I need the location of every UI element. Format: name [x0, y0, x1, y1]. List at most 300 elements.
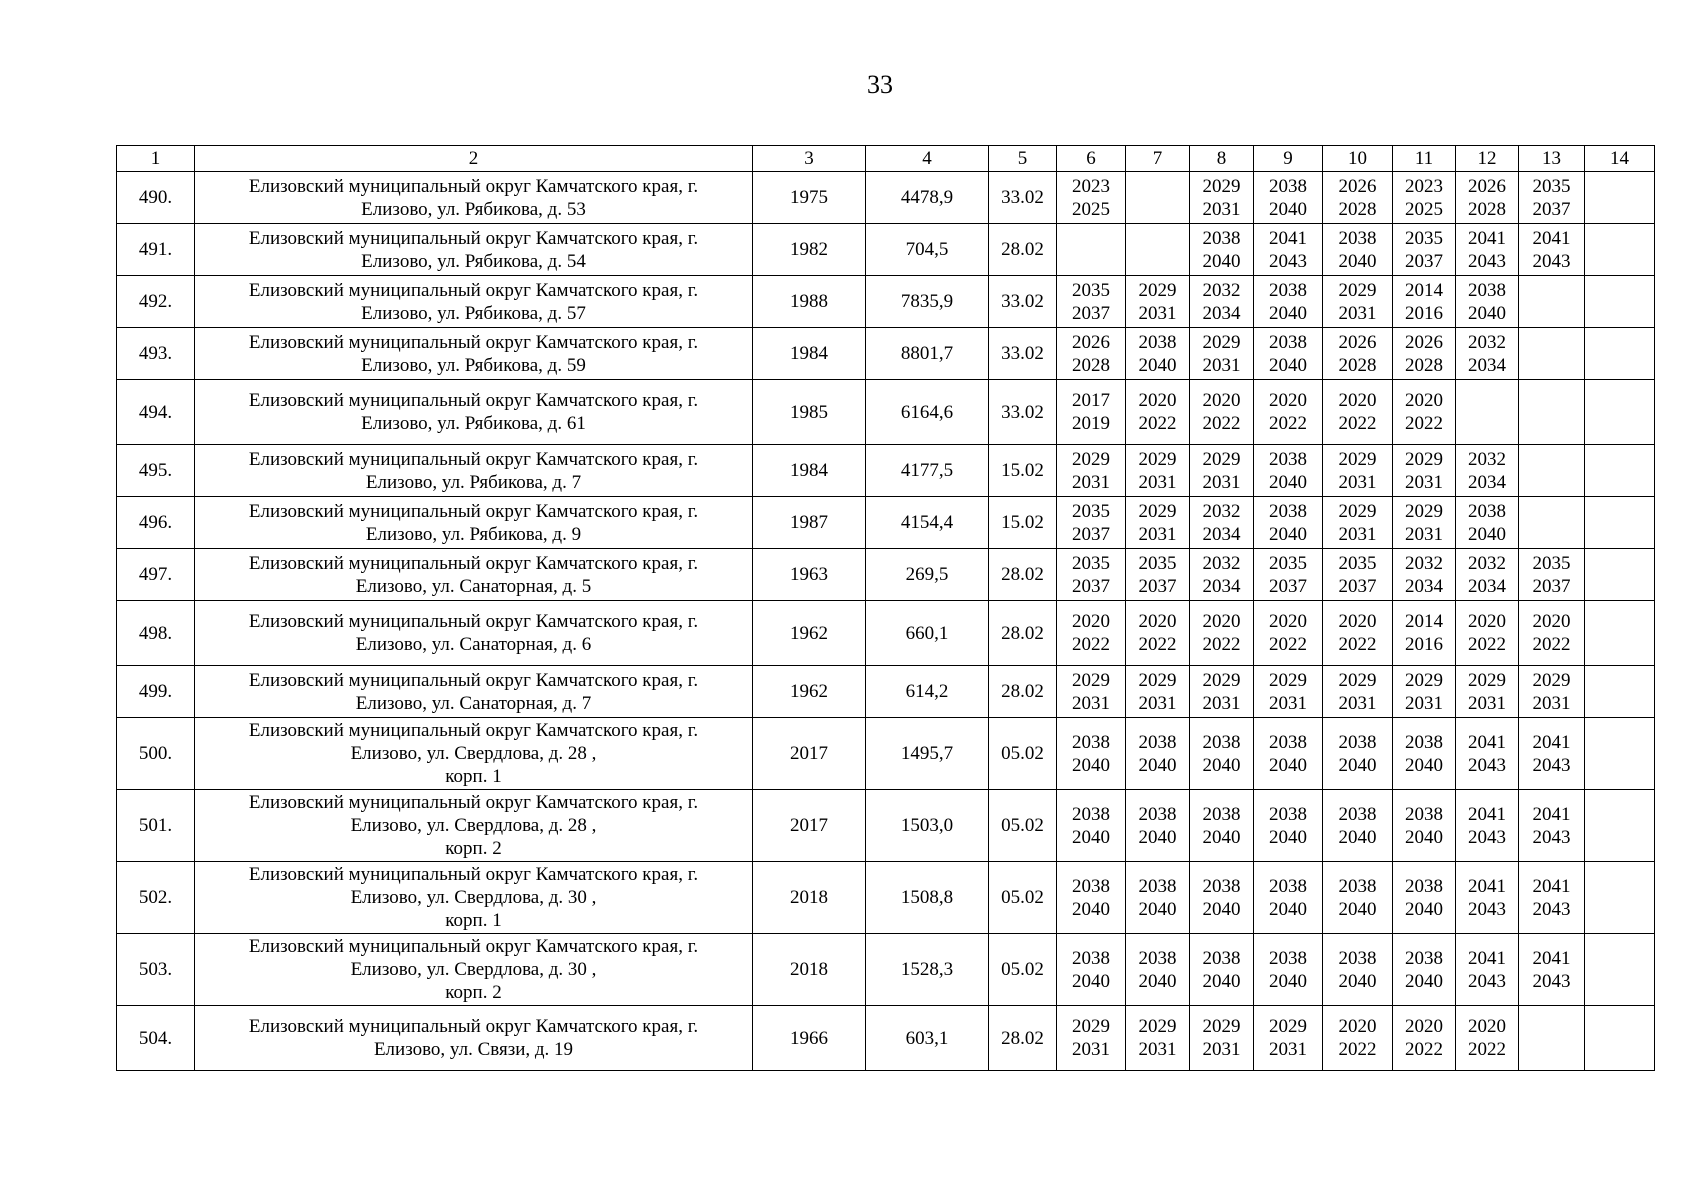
repair-period-cell	[1393, 224, 1456, 276]
period-start-year: 2038	[1138, 331, 1177, 353]
period-start-year: 2038	[1202, 731, 1241, 753]
period-start-year: 2038	[1468, 279, 1506, 301]
address-line: Елизово, ул. Рябикова, д. 53	[361, 198, 586, 220]
repair-period-cell	[1585, 380, 1655, 445]
period-end-year: 2040	[1338, 826, 1377, 848]
period-start-year: 2035	[1532, 552, 1571, 574]
row-number: 500.	[117, 718, 195, 790]
period-start-year: 2020	[1338, 390, 1377, 411]
period-start-year: 2038	[1405, 803, 1443, 825]
page-number: 33	[867, 70, 893, 99]
period-start-year: 2029	[1405, 448, 1443, 470]
address-line: Елизовский муниципальный округ Камчатского края, г.	[248, 448, 699, 470]
period-end-year: 2022	[1532, 634, 1571, 655]
repair-period-cell	[1585, 601, 1655, 666]
total-area: 4177,5	[866, 445, 989, 497]
period-end-year: 2043	[1532, 250, 1571, 272]
repair-period-cell	[1585, 328, 1655, 380]
repair-period-cell	[1519, 172, 1585, 224]
period-end-year: 2040	[1072, 898, 1110, 920]
period-end-year: 2040	[1072, 826, 1110, 848]
period-end-year: 2022	[1202, 413, 1241, 434]
period-start-year: 2038	[1072, 803, 1110, 825]
period-end-year: 2022	[1138, 634, 1177, 655]
address-line: Елизовский муниципальный округ Камчатского края, г.	[248, 500, 699, 522]
period-start-year: 2032	[1468, 331, 1506, 353]
build-year: 1987	[753, 497, 866, 549]
repair-period-cell	[1323, 328, 1393, 380]
repair-period-cell	[1393, 666, 1456, 718]
period-start-year: 2038	[1269, 448, 1307, 470]
period-end-year: 2031	[1405, 523, 1443, 545]
address-cell	[195, 172, 753, 224]
repair-period-cell	[1519, 934, 1585, 1006]
period-start-year: 2014	[1405, 279, 1443, 301]
column-header: 12	[1456, 146, 1519, 172]
period-end-year: 2037	[1405, 250, 1443, 272]
repair-period-cell	[1323, 934, 1393, 1006]
period-end-year: 2037	[1532, 575, 1571, 597]
period-end-year: 2037	[1072, 302, 1110, 324]
repair-period-cell	[1057, 497, 1126, 549]
repair-period-cell	[1323, 862, 1393, 934]
period-start-year: 2035	[1405, 227, 1443, 249]
period-start-year: 2038	[1072, 875, 1110, 897]
period-end-year: 2031	[1138, 302, 1177, 324]
period-start-year: 2020	[1072, 611, 1110, 632]
repair-period-cell	[1323, 601, 1393, 666]
building-code: 33.02	[989, 276, 1057, 328]
period-start-year: 2041	[1468, 227, 1506, 249]
build-year: 1963	[753, 549, 866, 601]
period-start-year: 2032	[1202, 500, 1241, 522]
table-row	[117, 549, 1655, 601]
period-start-year: 2038	[1338, 227, 1377, 249]
period-end-year: 2031	[1202, 1039, 1241, 1060]
repair-period-cell	[1254, 601, 1323, 666]
period-end-year: 2040	[1338, 898, 1377, 920]
period-end-year: 2037	[1532, 198, 1571, 220]
repair-period-cell	[1456, 1006, 1519, 1071]
period-end-year: 2040	[1405, 898, 1443, 920]
build-year: 1975	[753, 172, 866, 224]
repair-period-cell	[1126, 172, 1190, 224]
period-end-year: 2034	[1202, 575, 1241, 597]
repair-period-cell	[1323, 276, 1393, 328]
address-cell	[195, 666, 753, 718]
period-start-year: 2041	[1468, 803, 1506, 825]
column-header: 10	[1323, 146, 1393, 172]
period-end-year: 2031	[1072, 471, 1110, 493]
repair-period-cell	[1057, 862, 1126, 934]
period-end-year: 2022	[1468, 1039, 1506, 1060]
period-start-year: 2038	[1269, 279, 1307, 301]
period-end-year: 2040	[1269, 302, 1307, 324]
period-end-year: 2040	[1138, 826, 1177, 848]
address-line: Елизово, ул. Рябикова, д. 57	[361, 302, 586, 324]
period-start-year: 2041	[1532, 947, 1571, 969]
period-start-year: 2041	[1468, 875, 1506, 897]
period-end-year: 2022	[1269, 413, 1307, 434]
repair-period-cell	[1519, 276, 1585, 328]
repair-period-cell	[1456, 497, 1519, 549]
period-end-year: 2040	[1138, 754, 1177, 776]
period-end-year: 2037	[1072, 523, 1110, 545]
repair-period-cell	[1519, 328, 1585, 380]
period-end-year: 2022	[1338, 1039, 1377, 1060]
period-end-year: 2040	[1405, 754, 1443, 776]
period-start-year: 2041	[1532, 731, 1571, 753]
period-end-year: 2040	[1138, 898, 1177, 920]
period-end-year: 2043	[1532, 898, 1571, 920]
period-start-year: 2029	[1202, 448, 1241, 470]
period-start-year: 2041	[1532, 875, 1571, 897]
table-row	[117, 497, 1655, 549]
repair-period-cell	[1190, 549, 1254, 601]
repair-period-cell	[1519, 1006, 1585, 1071]
table-row	[117, 601, 1655, 666]
table-row	[117, 328, 1655, 380]
period-end-year: 2034	[1202, 523, 1241, 545]
period-end-year: 2031	[1202, 471, 1241, 493]
address-line: Елизово, ул. Санаторная, д. 7	[355, 692, 592, 714]
period-end-year: 2016	[1405, 634, 1443, 655]
building-code: 28.02	[989, 224, 1057, 276]
period-end-year: 2022	[1202, 634, 1241, 655]
row-number: 491.	[117, 224, 195, 276]
row-number: 499.	[117, 666, 195, 718]
column-header: 14	[1585, 146, 1655, 172]
period-end-year: 2043	[1468, 898, 1506, 920]
period-end-year: 2043	[1269, 250, 1307, 272]
total-area: 1528,3	[866, 934, 989, 1006]
repair-period-cell	[1057, 1006, 1126, 1071]
address-cell	[195, 862, 753, 934]
period-start-year: 2038	[1269, 175, 1307, 197]
repair-period-cell	[1323, 549, 1393, 601]
repair-period-cell	[1456, 172, 1519, 224]
table-row	[117, 380, 1655, 445]
repair-period-cell	[1057, 276, 1126, 328]
period-start-year: 2038	[1338, 947, 1377, 969]
build-year: 1984	[753, 328, 866, 380]
repair-period-cell	[1323, 380, 1393, 445]
period-end-year: 2031	[1269, 692, 1307, 714]
repair-period-cell	[1585, 666, 1655, 718]
building-code: 15.02	[989, 445, 1057, 497]
period-start-year: 2032	[1202, 552, 1241, 574]
column-number-row	[117, 146, 1655, 172]
address-line: Елизово, ул. Санаторная, д. 5	[355, 575, 592, 597]
period-end-year: 2037	[1138, 575, 1177, 597]
repair-period-cell	[1456, 445, 1519, 497]
period-end-year: 2031	[1468, 692, 1506, 714]
period-end-year: 2043	[1468, 970, 1506, 992]
period-start-year: 2038	[1269, 875, 1307, 897]
period-start-year: 2035	[1072, 500, 1110, 522]
period-end-year: 2040	[1405, 826, 1443, 848]
period-end-year: 2031	[1138, 523, 1177, 545]
period-start-year: 2029	[1138, 500, 1177, 522]
period-start-year: 2026	[1405, 331, 1443, 353]
repair-period-cell	[1057, 328, 1126, 380]
total-area: 660,1	[866, 601, 989, 666]
period-end-year: 2040	[1072, 970, 1110, 992]
repair-period-cell	[1190, 328, 1254, 380]
period-start-year: 2020	[1405, 1016, 1443, 1037]
address-line: Елизовский муниципальный округ Камчатского края, г.	[248, 936, 699, 957]
period-start-year: 2038	[1202, 875, 1241, 897]
build-year: 1966	[753, 1006, 866, 1071]
period-end-year: 2025	[1072, 198, 1110, 220]
repair-period-cell	[1323, 445, 1393, 497]
repair-period-cell	[1456, 276, 1519, 328]
repair-period-cell	[1456, 224, 1519, 276]
period-end-year: 2037	[1072, 575, 1110, 597]
period-end-year: 2040	[1269, 471, 1307, 493]
period-start-year: 2038	[1269, 803, 1307, 825]
table-row	[117, 790, 1655, 862]
repair-period-cell	[1057, 224, 1126, 276]
period-start-year: 2029	[1338, 669, 1377, 691]
repair-period-cell	[1393, 934, 1456, 1006]
period-end-year: 2031	[1338, 692, 1377, 714]
period-end-year: 2031	[1202, 692, 1241, 714]
period-end-year: 2031	[1532, 692, 1571, 714]
total-area: 1495,7	[866, 718, 989, 790]
repair-period-cell	[1126, 380, 1190, 445]
period-start-year: 2029	[1138, 448, 1177, 470]
repair-period-cell	[1254, 934, 1323, 1006]
build-year: 2018	[753, 934, 866, 1006]
period-end-year: 2028	[1405, 354, 1443, 376]
period-start-year: 2020	[1338, 611, 1377, 632]
period-start-year: 2035	[1072, 279, 1110, 301]
period-start-year: 2038	[1405, 731, 1443, 753]
period-end-year: 2031	[1138, 471, 1177, 493]
period-start-year: 2029	[1072, 1016, 1110, 1037]
address-line: Елизово, ул. Свердлова, д. 28 ,	[350, 815, 597, 836]
building-code: 05.02	[989, 790, 1057, 862]
column-header: 3	[753, 146, 866, 172]
housing-register-table	[116, 145, 1655, 1071]
repair-period-cell	[1190, 934, 1254, 1006]
repair-period-cell	[1393, 549, 1456, 601]
period-end-year: 2025	[1405, 198, 1443, 220]
repair-period-cell	[1585, 1006, 1655, 1071]
period-start-year: 2020	[1269, 611, 1307, 632]
repair-period-cell	[1057, 790, 1126, 862]
repair-period-cell	[1393, 862, 1456, 934]
address-line: Елизово, ул. Связи, д. 19	[373, 1039, 574, 1060]
table-row	[117, 445, 1655, 497]
address-line: Елизово, ул. Свердлова, д. 28 ,	[350, 743, 597, 764]
repair-period-cell	[1456, 601, 1519, 666]
repair-period-cell	[1057, 718, 1126, 790]
repair-period-cell	[1254, 718, 1323, 790]
period-start-year: 2026	[1468, 175, 1506, 197]
row-number: 496.	[117, 497, 195, 549]
period-start-year: 2020	[1202, 390, 1241, 411]
repair-period-cell	[1456, 862, 1519, 934]
build-year: 1984	[753, 445, 866, 497]
address-line: Елизовский муниципальный округ Камчатского края, г.	[248, 279, 699, 301]
address-cell	[195, 328, 753, 380]
repair-period-cell	[1254, 862, 1323, 934]
building-code: 28.02	[989, 666, 1057, 718]
period-end-year: 2028	[1468, 198, 1506, 220]
period-end-year: 2022	[1405, 413, 1443, 434]
period-end-year: 2040	[1269, 354, 1307, 376]
building-code: 28.02	[989, 549, 1057, 601]
period-end-year: 2037	[1269, 575, 1307, 597]
period-start-year: 2020	[1138, 611, 1177, 632]
repair-period-cell	[1393, 1006, 1456, 1071]
repair-period-cell	[1126, 445, 1190, 497]
period-end-year: 2040	[1269, 198, 1307, 220]
total-area: 1503,0	[866, 790, 989, 862]
total-area: 4478,9	[866, 172, 989, 224]
row-number: 503.	[117, 934, 195, 1006]
address-line: Елизово, ул. Свердлова, д. 30 ,	[350, 959, 597, 980]
period-end-year: 2028	[1338, 354, 1377, 376]
period-end-year: 2031	[1202, 198, 1241, 220]
row-number: 504.	[117, 1006, 195, 1071]
period-start-year: 2032	[1202, 279, 1241, 301]
repair-period-cell	[1585, 497, 1655, 549]
total-area: 6164,6	[866, 380, 989, 445]
period-end-year: 2031	[1269, 1039, 1307, 1060]
period-end-year: 2031	[1072, 1039, 1110, 1060]
column-header: 1	[117, 146, 195, 172]
repair-period-cell	[1585, 862, 1655, 934]
address-line: Елизово, ул. Свердлова, д. 30 ,	[350, 887, 597, 908]
period-end-year: 2040	[1269, 898, 1307, 920]
repair-period-cell	[1456, 934, 1519, 1006]
address-cell	[195, 718, 753, 790]
period-end-year: 2040	[1338, 754, 1377, 776]
period-end-year: 2031	[1338, 523, 1377, 545]
repair-period-cell	[1519, 445, 1585, 497]
period-end-year: 2022	[1338, 634, 1377, 655]
repair-period-cell	[1585, 934, 1655, 1006]
address-cell	[195, 934, 753, 1006]
repair-period-cell	[1190, 601, 1254, 666]
repair-period-cell	[1323, 1006, 1393, 1071]
repair-period-cell	[1057, 380, 1126, 445]
period-start-year: 2038	[1338, 731, 1377, 753]
period-start-year: 2032	[1468, 448, 1506, 470]
period-end-year: 2043	[1468, 250, 1506, 272]
period-start-year: 2038	[1138, 731, 1177, 753]
address-cell	[195, 445, 753, 497]
period-start-year: 2032	[1468, 552, 1506, 574]
period-start-year: 2020	[1138, 390, 1177, 411]
period-start-year: 2041	[1269, 227, 1307, 249]
address-line: Елизовский муниципальный округ Камчатского края, г.	[248, 611, 699, 632]
building-code: 33.02	[989, 328, 1057, 380]
repair-period-cell	[1519, 224, 1585, 276]
repair-period-cell	[1323, 172, 1393, 224]
period-end-year: 2037	[1338, 575, 1377, 597]
period-end-year: 2043	[1532, 754, 1571, 776]
total-area: 4154,4	[866, 497, 989, 549]
repair-period-cell	[1323, 666, 1393, 718]
total-area: 7835,9	[866, 276, 989, 328]
repair-period-cell	[1393, 380, 1456, 445]
repair-period-cell	[1190, 445, 1254, 497]
period-end-year: 2031	[1202, 354, 1241, 376]
row-number: 502.	[117, 862, 195, 934]
period-start-year: 2026	[1072, 331, 1110, 353]
period-end-year: 2034	[1468, 575, 1506, 597]
table-row	[117, 934, 1655, 1006]
period-start-year: 2035	[1072, 552, 1110, 574]
period-end-year: 2040	[1405, 970, 1443, 992]
repair-period-cell	[1323, 497, 1393, 549]
address-line: корп. 1	[445, 766, 502, 787]
address-line: Елизовский муниципальный округ Камчатского края, г.	[248, 390, 699, 411]
period-end-year: 2031	[1072, 692, 1110, 714]
period-start-year: 2041	[1468, 947, 1506, 969]
period-end-year: 2043	[1532, 826, 1571, 848]
total-area: 1508,8	[866, 862, 989, 934]
period-end-year: 2040	[1269, 826, 1307, 848]
period-end-year: 2040	[1138, 970, 1177, 992]
column-header: 8	[1190, 146, 1254, 172]
period-end-year: 2040	[1138, 354, 1177, 376]
repair-period-cell	[1519, 601, 1585, 666]
period-start-year: 2038	[1405, 875, 1443, 897]
period-end-year: 2022	[1405, 1039, 1443, 1060]
period-end-year: 2034	[1468, 354, 1506, 376]
address-line: Елизово, ул. Рябикова, д. 9	[365, 523, 582, 545]
row-number: 495.	[117, 445, 195, 497]
repair-period-cell	[1585, 549, 1655, 601]
period-start-year: 2020	[1468, 1016, 1506, 1037]
period-start-year: 2041	[1532, 227, 1571, 249]
period-start-year: 2029	[1138, 279, 1177, 301]
repair-period-cell	[1126, 718, 1190, 790]
period-end-year: 2016	[1405, 302, 1443, 324]
address-line: Елизовский муниципальный округ Камчатского края, г.	[248, 720, 699, 741]
total-area: 269,5	[866, 549, 989, 601]
repair-period-cell	[1519, 666, 1585, 718]
period-start-year: 2035	[1532, 175, 1571, 197]
address-cell	[195, 224, 753, 276]
period-start-year: 2029	[1338, 279, 1377, 301]
period-start-year: 2038	[1202, 803, 1241, 825]
repair-period-cell	[1254, 666, 1323, 718]
period-end-year: 2034	[1468, 471, 1506, 493]
column-header: 11	[1393, 146, 1456, 172]
row-number: 498.	[117, 601, 195, 666]
period-start-year: 2041	[1468, 731, 1506, 753]
period-end-year: 2040	[1202, 898, 1241, 920]
build-year: 2017	[753, 718, 866, 790]
build-year: 2017	[753, 790, 866, 862]
period-start-year: 2038	[1338, 803, 1377, 825]
period-end-year: 2031	[1338, 471, 1377, 493]
repair-period-cell	[1126, 276, 1190, 328]
period-end-year: 2040	[1269, 523, 1307, 545]
repair-period-cell	[1393, 172, 1456, 224]
repair-period-cell	[1323, 224, 1393, 276]
column-header: 2	[195, 146, 753, 172]
period-start-year: 2020	[1468, 611, 1506, 632]
repair-period-cell	[1126, 934, 1190, 1006]
row-number: 497.	[117, 549, 195, 601]
